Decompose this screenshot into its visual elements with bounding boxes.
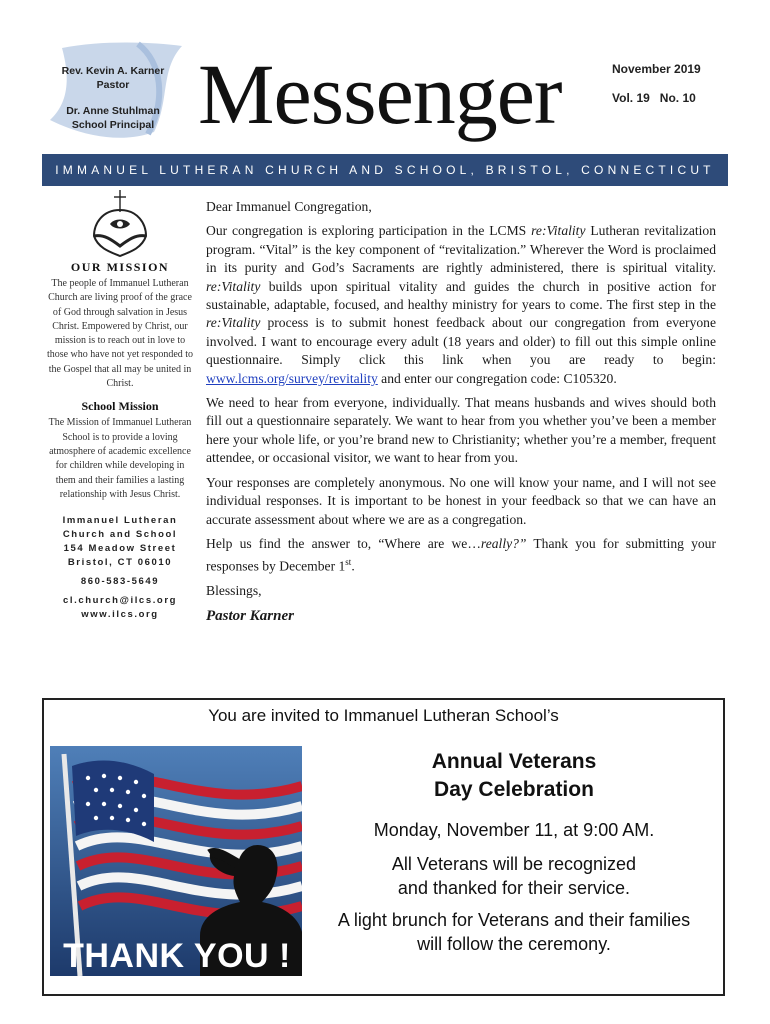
- letter-paragraph-2: We need to hear from everyone, individually. That means husbands and wives should both fill out a questionnaire separately. We want to hear from you whether you’ve been a member here your whole life, or you’re brand new to Christianity; whether you’re a member, frequent attendee, or occasional visitor, we want to hear from you.: [206, 395, 716, 466]
- letter-signature: Pastor Karner: [206, 607, 294, 624]
- event-title: [304, 748, 724, 804]
- issue-volume: Vol. 19 No. 10: [612, 91, 696, 105]
- contact-name: Immanuel Lutheran Church and School: [62, 515, 178, 541]
- letter-paragraph-4: Help us find the answer to, “Where are we…really?” Thank you for submitting your responses by December 1st.: [206, 535, 716, 574]
- contact-block: [46, 514, 194, 622]
- event-date: Monday, November 11, at 9:00 AM.: [373, 820, 655, 840]
- pastor-role: Pastor: [96, 79, 130, 91]
- pastor-letter: [206, 198, 716, 625]
- invite-intro: You are invited to Immanuel Lutheran School’s: [208, 706, 559, 725]
- issue-date: November 2019: [612, 62, 701, 76]
- event-title-line-2: Day Celebration: [434, 778, 594, 801]
- school-mission-heading: School Mission: [81, 399, 159, 414]
- program-name: re:Vitality: [206, 278, 261, 294]
- event-title-line-1: Annual Veterans: [431, 750, 597, 773]
- contact-phone: 860-583-5649: [80, 576, 160, 588]
- church-logo-icon: [80, 190, 160, 258]
- letter-paragraph-1: Our congregation is exploring participation in the LCMS re:Vitality Lutheran revitalization program. “Vital” is the key component of “revitalization.” Wherever the Word is proclaimed in its purity and God’s Sacraments are rightly administered, there is spiritual vitality. re:Vitality builds upon spiritual vitality and guides the church in positive action for sustainable, adaptable, focused, and healthy ministry for years to come. The first step in the re:Vitality process is to submit honest feedback about our congregation from everyone involved. I want to encourage every adult (18 years and older) to fill out this simple online questionnaire. Simply click this link when you are ready to begin: www.lcms.org/survey/revitality and enter our congregation code: C105320.: [206, 223, 716, 386]
- survey-link[interactable]: www.lcms.org/survey/revitality: [206, 370, 378, 386]
- church-banner: IMMANUEL LUTHERAN CHURCH AND SCHOOL, BRISTOL, CONNECTICUT: [42, 154, 728, 186]
- brunch-text: A light brunch for Veterans and their families will follow the ceremony.: [337, 910, 691, 954]
- mission-text: The people of Immanuel Lutheran Church are living proof of the grace of God through salvation in Jesus Christ. Empowered by Christ, our mission is to reach out in love to those who have not yet responded to the Gospel that all may be united in Christ.: [46, 278, 194, 390]
- program-name: re:Vitality: [206, 315, 261, 331]
- school-mission-text: The Mission of Immanuel Lutheran School is to provide a loving atmosphere of academic excellence for children while developing in them and their families a lasting relationship with Jesus Christ.: [48, 417, 192, 500]
- pastor-name: Rev. Kevin A. Karner: [61, 65, 165, 77]
- letter-paragraph-3: Your responses are completely anonymous. No one will know your name, and I will not see individual responses. It is important to be honest in your feedback so that we can have an accurate assessment about where we are as a congregation.: [206, 474, 716, 527]
- mission-heading: OUR MISSION: [70, 260, 170, 274]
- image-caption: THANK YOU !: [63, 937, 291, 975]
- recognition-text: All Veterans will be recognized and thanked for their service.: [391, 854, 637, 898]
- letter-closing: Blessings,: [206, 583, 262, 599]
- letter-greeting: Dear Immanuel Congregation,: [206, 199, 372, 214]
- veterans-day-invitation: [42, 698, 725, 996]
- contact-street: 154 Meadow Street: [63, 543, 177, 555]
- issue-info: [612, 62, 701, 105]
- principal-role: School Principal: [71, 119, 155, 131]
- contact-website[interactable]: www.ilcs.org: [81, 609, 159, 621]
- program-name: re:Vitality: [531, 223, 586, 239]
- newsletter-title: Messenger: [198, 46, 562, 142]
- contact-city: Bristol, CT 06010: [67, 557, 173, 569]
- contact-email[interactable]: cl.church@ilcs.org: [62, 595, 178, 607]
- principal-name: Dr. Anne Stuhlman: [66, 105, 160, 117]
- sidebar: [46, 190, 194, 622]
- staff-block: [52, 64, 174, 132]
